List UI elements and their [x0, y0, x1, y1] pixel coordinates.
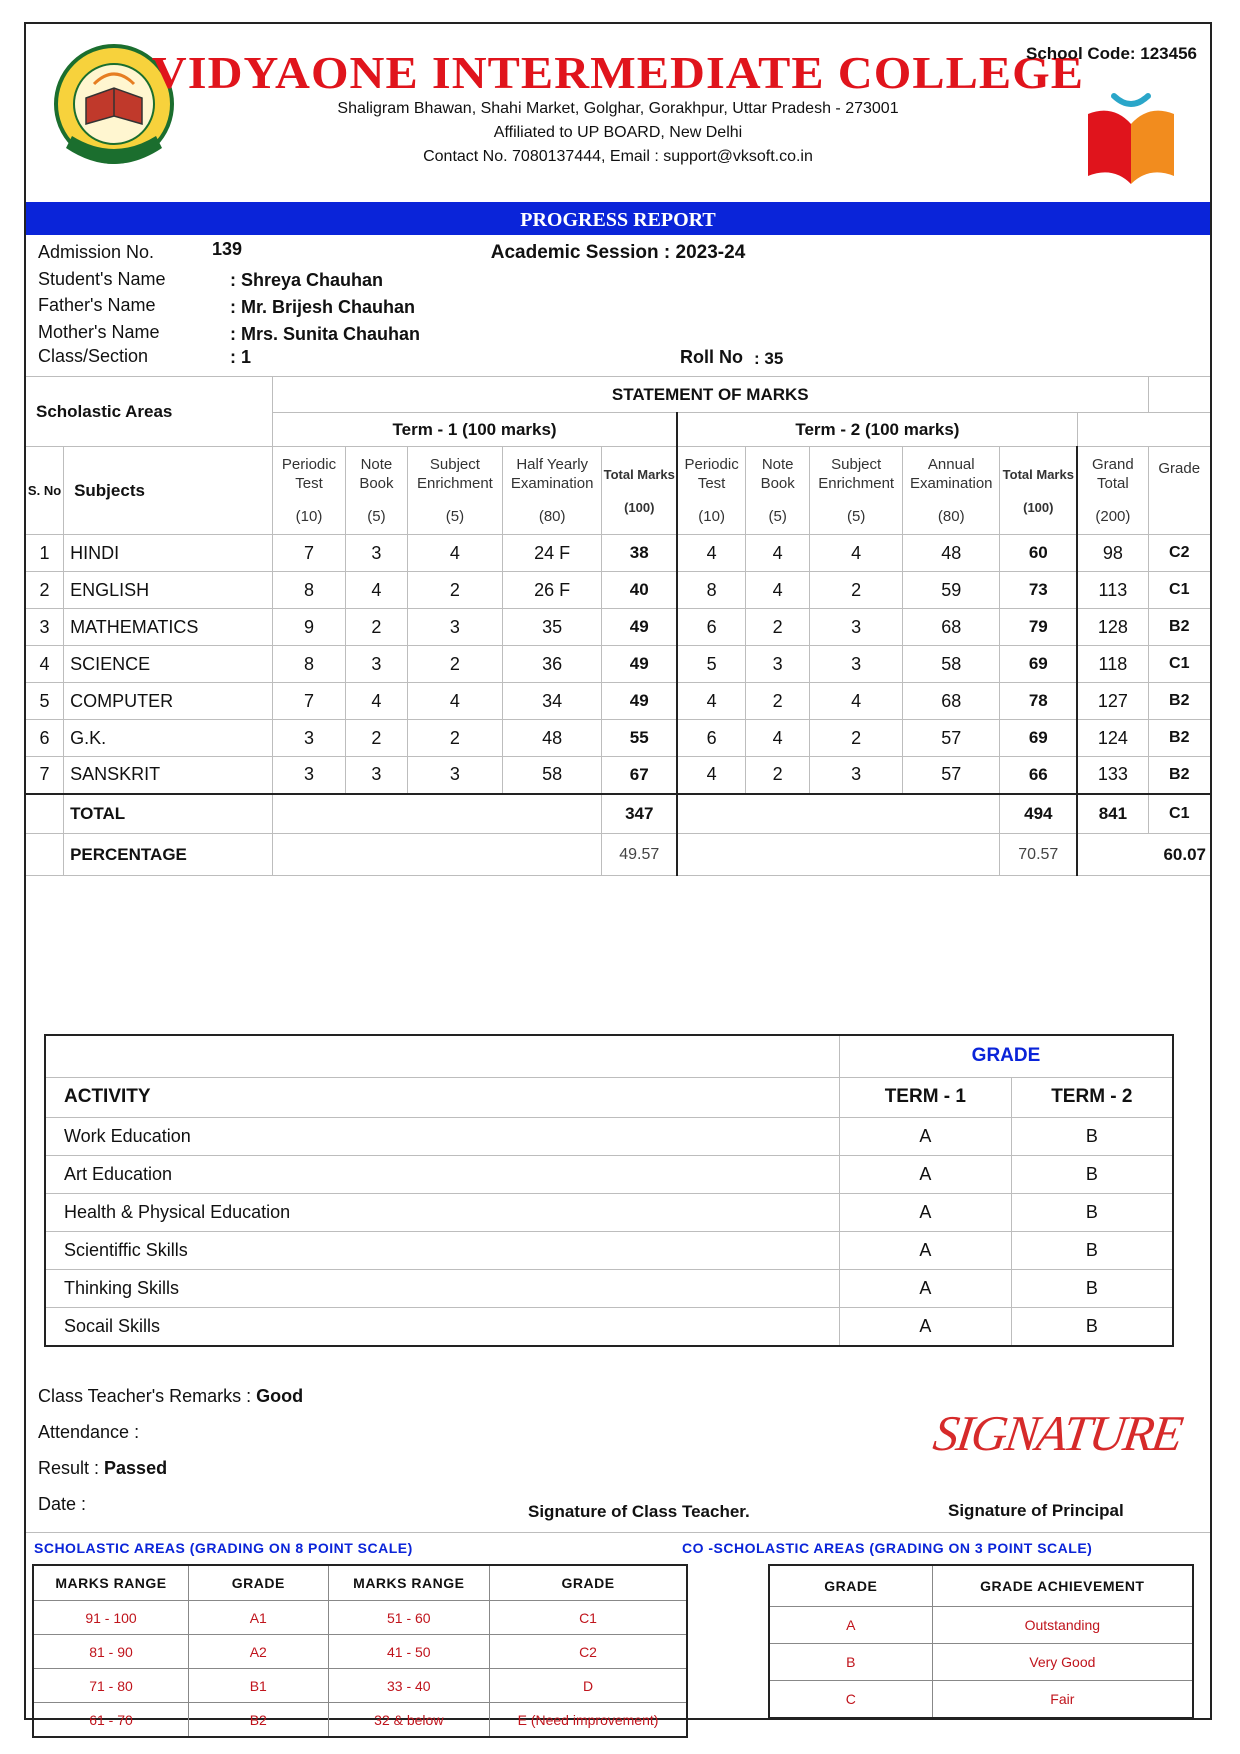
t2-notebook-header: Note Book (5) — [746, 447, 810, 535]
statement-of-marks: STATEMENT OF MARKS — [273, 377, 1148, 413]
scale-grade: B1 — [189, 1669, 329, 1703]
row-term2-mark: 57 — [903, 757, 1000, 794]
row-grand-total: 113 — [1077, 572, 1148, 609]
row-term2-mark: 4 — [746, 720, 810, 757]
father-name-value: : Mr. Brijesh Chauhan — [230, 297, 416, 317]
report-sheet — [24, 22, 1212, 1728]
scale-grade: E (Need improvement) — [490, 1703, 687, 1738]
row-term2-mark: 8 — [677, 572, 746, 609]
activity-term1-grade: A — [839, 1307, 1011, 1346]
row-sno: 4 — [26, 646, 64, 683]
activity-row — [45, 1155, 1173, 1193]
row-term2-mark: 4 — [810, 535, 903, 572]
contact-info: Contact No. 7080137444, Email : support@vksoft.co.in — [423, 148, 813, 165]
row-term2-mark: 4 — [677, 683, 746, 720]
row-term2-mark: 6 — [677, 720, 746, 757]
row-sno: 3 — [26, 609, 64, 646]
total-grand: 841 — [1077, 794, 1148, 834]
empty-cell — [26, 794, 64, 834]
activity-name: Art Education — [45, 1155, 839, 1193]
t1-half-header: Half Yearly Examination (80) — [502, 447, 601, 535]
roll-value: : 35 — [754, 349, 784, 368]
mother-name-value: : Mrs. Sunita Chauhan — [230, 324, 421, 344]
row-term1-mark: 58 — [502, 757, 601, 794]
row-term2-mark: 6 — [677, 609, 746, 646]
co-achievement: Outstanding — [932, 1607, 1193, 1644]
date: Date : — [38, 1494, 87, 1514]
total-term2: 494 — [1000, 794, 1077, 834]
scale-row — [33, 1635, 687, 1669]
activity-header: ACTIVITY — [45, 1077, 839, 1117]
scale-marks-range: 41 - 50 — [328, 1635, 489, 1669]
row-term1-mark: 3 — [407, 757, 502, 794]
activity-name: Scientiffic Skills — [45, 1231, 839, 1269]
row-subject: HINDI — [64, 535, 273, 572]
affiliation: Affiliated to UP BOARD, New Delhi — [493, 124, 743, 141]
row-term2-mark: 69 — [1000, 720, 1077, 757]
row-term1-mark: 2 — [407, 720, 502, 757]
table-row — [26, 757, 1210, 794]
scholastic-scale-table — [32, 1564, 688, 1738]
admission-value: 139 — [212, 239, 243, 259]
row-term1-mark: 2 — [407, 572, 502, 609]
row-term1-mark: 2 — [345, 609, 407, 646]
scale-grade: A2 — [189, 1635, 329, 1669]
row-grand-total: 133 — [1077, 757, 1148, 794]
row-term1-mark: 8 — [273, 646, 346, 683]
total-label: TOTAL — [64, 794, 273, 834]
table-row — [26, 535, 1210, 572]
activity-table — [44, 1034, 1174, 1347]
activity-term1-grade: A — [839, 1231, 1011, 1269]
co-achievement: Fair — [932, 1681, 1193, 1719]
scale-marks-range: 61 - 70 — [33, 1703, 189, 1738]
grand-total-header: Grand Total (200) — [1077, 447, 1148, 535]
activity-name: Thinking Skills — [45, 1269, 839, 1307]
row-term2-mark: 2 — [810, 572, 903, 609]
row-term1-mark: 4 — [407, 683, 502, 720]
row-term1-mark: 4 — [407, 535, 502, 572]
row-term2-mark: 4 — [677, 535, 746, 572]
row-grade: B2 — [1148, 720, 1210, 757]
scale-grade: C2 — [490, 1635, 687, 1669]
activity-term1-grade: A — [839, 1269, 1011, 1307]
activity-term1-grade: A — [839, 1193, 1011, 1231]
row-term1-mark: 4 — [345, 683, 407, 720]
activity-row — [45, 1193, 1173, 1231]
co-grade: C — [769, 1681, 932, 1719]
row-term2-mark: 79 — [1000, 609, 1077, 646]
row-term1-mark: 35 — [502, 609, 601, 646]
activity-term2-grade: B — [1011, 1117, 1173, 1155]
empty-cell — [45, 1035, 839, 1077]
row-grade: B2 — [1148, 609, 1210, 646]
activity-row — [45, 1307, 1173, 1346]
scale-grade-header: GRADE — [490, 1565, 687, 1601]
term2-title: Term - 2 (100 marks) — [677, 413, 1077, 447]
co-scale-row — [769, 1681, 1193, 1719]
empty-cell — [1077, 413, 1210, 447]
father-name-label: Father's Name — [38, 295, 156, 315]
row-term2-mark: 2 — [746, 757, 810, 794]
scale-row — [33, 1601, 687, 1635]
activity-row — [45, 1269, 1173, 1307]
row-term2-mark: 2 — [746, 609, 810, 646]
co-achievement-header: GRADE ACHIEVEMENT — [932, 1565, 1193, 1607]
table-row — [26, 609, 1210, 646]
activity-term1-grade: A — [839, 1155, 1011, 1193]
activity-term2-grade: B — [1011, 1155, 1173, 1193]
row-term1-mark: 38 — [602, 535, 677, 572]
scholastic-scale-title: SCHOLASTIC AREAS (GRADING ON 8 POINT SCALE) — [34, 1540, 413, 1556]
activity-term2-grade: B — [1011, 1307, 1173, 1346]
row-term2-mark: 57 — [903, 720, 1000, 757]
empty-cell — [677, 834, 1000, 876]
activity-term2-grade: B — [1011, 1193, 1173, 1231]
row-sno: 5 — [26, 683, 64, 720]
row-term2-mark: 4 — [746, 535, 810, 572]
co-scale-row — [769, 1644, 1193, 1681]
row-term1-mark: 40 — [602, 572, 677, 609]
row-grade: C1 — [1148, 572, 1210, 609]
row-term2-mark: 68 — [903, 683, 1000, 720]
empty-cell — [26, 834, 64, 876]
activity-row — [45, 1117, 1173, 1155]
row-term2-mark: 4 — [677, 757, 746, 794]
principal-signature-mark: SIGNATURE — [930, 1405, 1185, 1461]
t2-periodic-header: Periodic Test (10) — [677, 447, 746, 535]
scale-range-header: MARKS RANGE — [33, 1565, 189, 1601]
college-address: Shaligram Bhawan, Shahi Market, Golghar, Gorakhpur, Uttar Pradesh - 273001 — [337, 100, 899, 117]
row-term1-mark: 2 — [407, 646, 502, 683]
sno-header: S. No — [26, 447, 64, 535]
row-grand-total: 128 — [1077, 609, 1148, 646]
activity-name: Work Education — [45, 1117, 839, 1155]
row-grand-total: 98 — [1077, 535, 1148, 572]
student-name-value: : Shreya Chauhan — [230, 270, 384, 290]
pct-grand: 60.07 — [1077, 834, 1210, 876]
row-grand-total: 127 — [1077, 683, 1148, 720]
academic-session: Academic Session : 2023-24 — [490, 242, 746, 263]
scale-marks-range: 51 - 60 — [328, 1601, 489, 1635]
row-term2-mark: 2 — [746, 683, 810, 720]
row-term2-mark: 3 — [810, 646, 903, 683]
scale-marks-range: 32 & below — [328, 1703, 489, 1738]
row-term2-mark: 68 — [903, 609, 1000, 646]
mother-name-label: Mother's Name — [38, 322, 160, 342]
row-term1-mark: 48 — [502, 720, 601, 757]
row-term2-mark: 48 — [903, 535, 1000, 572]
empty-cell — [677, 794, 1000, 834]
scale-marks-range: 91 - 100 — [33, 1601, 189, 1635]
scholastic-areas-header: Scholastic Areas — [26, 377, 273, 447]
row-term1-mark: 49 — [602, 646, 677, 683]
row-sno: 2 — [26, 572, 64, 609]
row-term1-mark: 3 — [345, 535, 407, 572]
row-term1-mark: 3 — [273, 757, 346, 794]
co-grade-header: GRADE — [769, 1565, 932, 1607]
scale-grade: B2 — [189, 1703, 329, 1738]
pct-term1: 49.57 — [602, 834, 677, 876]
row-sno: 6 — [26, 720, 64, 757]
co-grade: B — [769, 1644, 932, 1681]
t2-enrich-header: Subject Enrichment (5) — [810, 447, 903, 535]
row-term2-mark: 66 — [1000, 757, 1077, 794]
activity-term1-grade: A — [839, 1117, 1011, 1155]
report-title: PROGRESS REPORT — [26, 202, 1210, 235]
row-subject: COMPUTER — [64, 683, 273, 720]
row-subject: G.K. — [64, 720, 273, 757]
row-term1-mark: 36 — [502, 646, 601, 683]
scale-grade-header: GRADE — [189, 1565, 329, 1601]
roll-label: Roll No — [680, 347, 743, 367]
t1-total-header: Total Marks (100) — [602, 447, 677, 535]
row-term2-mark: 58 — [903, 646, 1000, 683]
row-grand-total: 124 — [1077, 720, 1148, 757]
row-grade: B2 — [1148, 757, 1210, 794]
row-term1-mark: 9 — [273, 609, 346, 646]
row-term1-mark: 24 F — [502, 535, 601, 572]
row-term2-mark: 3 — [810, 757, 903, 794]
row-term1-mark: 49 — [602, 609, 677, 646]
row-term1-mark: 49 — [602, 683, 677, 720]
row-subject: MATHEMATICS — [64, 609, 273, 646]
class-teacher-signature: Signature of Class Teacher. — [528, 1502, 750, 1521]
scale-row — [33, 1703, 687, 1738]
activity-grade-header: GRADE — [839, 1035, 1173, 1077]
activity-term2-grade: B — [1011, 1269, 1173, 1307]
t2-total-header: Total Marks (100) — [1000, 447, 1077, 535]
scale-grade: A1 — [189, 1601, 329, 1635]
row-subject: SCIENCE — [64, 646, 273, 683]
divider — [26, 1532, 1210, 1533]
row-term1-mark: 26 F — [502, 572, 601, 609]
grade-header: Grade — [1148, 447, 1210, 535]
activity-row — [45, 1231, 1173, 1269]
class-value: : 1 — [230, 347, 252, 367]
row-subject: ENGLISH — [64, 572, 273, 609]
college-name: VIDYAONE INTERMEDIATE COLLEGE — [151, 47, 1085, 98]
row-term2-mark: 4 — [810, 683, 903, 720]
subjects-header: Subjects — [64, 447, 273, 535]
table-row — [26, 683, 1210, 720]
co-scholastic-scale-title: CO -SCHOLASTIC AREAS (GRADING ON 3 POINT SCALE) — [682, 1540, 1093, 1556]
teacher-remarks: Class Teacher's Remarks : Good — [38, 1386, 304, 1406]
t1-notebook-header: Note Book (5) — [345, 447, 407, 535]
row-term2-mark: 69 — [1000, 646, 1077, 683]
t1-enrich-header: Subject Enrichment (5) — [407, 447, 502, 535]
total-term1: 347 — [602, 794, 677, 834]
row-sno: 7 — [26, 757, 64, 794]
attendance: Attendance : — [38, 1422, 140, 1442]
row-term1-mark: 2 — [345, 720, 407, 757]
row-term2-mark: 3 — [746, 646, 810, 683]
scale-grade: D — [490, 1669, 687, 1703]
percentage-label: PERCENTAGE — [64, 834, 273, 876]
scale-grade: C1 — [490, 1601, 687, 1635]
student-name-label: Student's Name — [38, 269, 166, 289]
row-term1-mark: 3 — [407, 609, 502, 646]
row-term2-mark: 4 — [746, 572, 810, 609]
row-term2-mark: 59 — [903, 572, 1000, 609]
row-term2-mark: 5 — [677, 646, 746, 683]
t2-annual-header: Annual Examination (80) — [903, 447, 1000, 535]
activity-name: Health & Physical Education — [45, 1193, 839, 1231]
activity-term1-header: TERM - 1 — [839, 1077, 1011, 1117]
row-term1-mark: 3 — [273, 720, 346, 757]
row-term2-mark: 78 — [1000, 683, 1077, 720]
pct-term2: 70.57 — [1000, 834, 1077, 876]
row-grand-total: 118 — [1077, 646, 1148, 683]
activity-term2-grade: B — [1011, 1231, 1173, 1269]
row-term2-mark: 2 — [810, 720, 903, 757]
scale-marks-range: 33 - 40 — [328, 1669, 489, 1703]
class-label: Class/Section — [38, 346, 149, 366]
row-term2-mark: 3 — [810, 609, 903, 646]
result: Result : Passed — [38, 1458, 168, 1478]
row-term1-mark: 7 — [273, 535, 346, 572]
row-grade: C1 — [1148, 646, 1210, 683]
empty-cell — [1148, 377, 1210, 413]
row-term1-mark: 34 — [502, 683, 601, 720]
marks-table — [26, 376, 1210, 876]
scale-row — [33, 1669, 687, 1703]
t1-periodic-header: Periodic Test (10) — [273, 447, 346, 535]
row-term1-mark: 3 — [345, 646, 407, 683]
co-scholastic-scale-table — [768, 1564, 1194, 1719]
row-grade: C2 — [1148, 535, 1210, 572]
co-grade: A — [769, 1607, 932, 1644]
row-term2-mark: 60 — [1000, 535, 1077, 572]
term1-title: Term - 1 (100 marks) — [273, 413, 678, 447]
school-code: School Code: 123456 — [1026, 44, 1198, 63]
table-row — [26, 572, 1210, 609]
activity-term2-header: TERM - 2 — [1011, 1077, 1173, 1117]
admission-label: Admission No. — [38, 242, 155, 262]
activity-name: Socail Skills — [45, 1307, 839, 1346]
row-term1-mark: 3 — [345, 757, 407, 794]
scale-marks-range: 81 - 90 — [33, 1635, 189, 1669]
table-row — [26, 720, 1210, 757]
row-term2-mark: 73 — [1000, 572, 1077, 609]
row-term1-mark: 4 — [345, 572, 407, 609]
co-scale-row — [769, 1607, 1193, 1644]
total-grade: C1 — [1148, 794, 1210, 834]
row-term1-mark: 8 — [273, 572, 346, 609]
table-row — [26, 646, 1210, 683]
row-subject: SANSKRIT — [64, 757, 273, 794]
row-term1-mark: 67 — [602, 757, 677, 794]
row-grade: B2 — [1148, 683, 1210, 720]
empty-cell — [273, 794, 602, 834]
row-sno: 1 — [26, 535, 64, 572]
scale-marks-range: 71 - 80 — [33, 1669, 189, 1703]
empty-cell — [273, 834, 602, 876]
row-term1-mark: 7 — [273, 683, 346, 720]
co-achievement: Very Good — [932, 1644, 1193, 1681]
row-term1-mark: 55 — [602, 720, 677, 757]
scale-range-header: MARKS RANGE — [328, 1565, 489, 1601]
principal-signature: Signature of Principal — [948, 1501, 1124, 1520]
